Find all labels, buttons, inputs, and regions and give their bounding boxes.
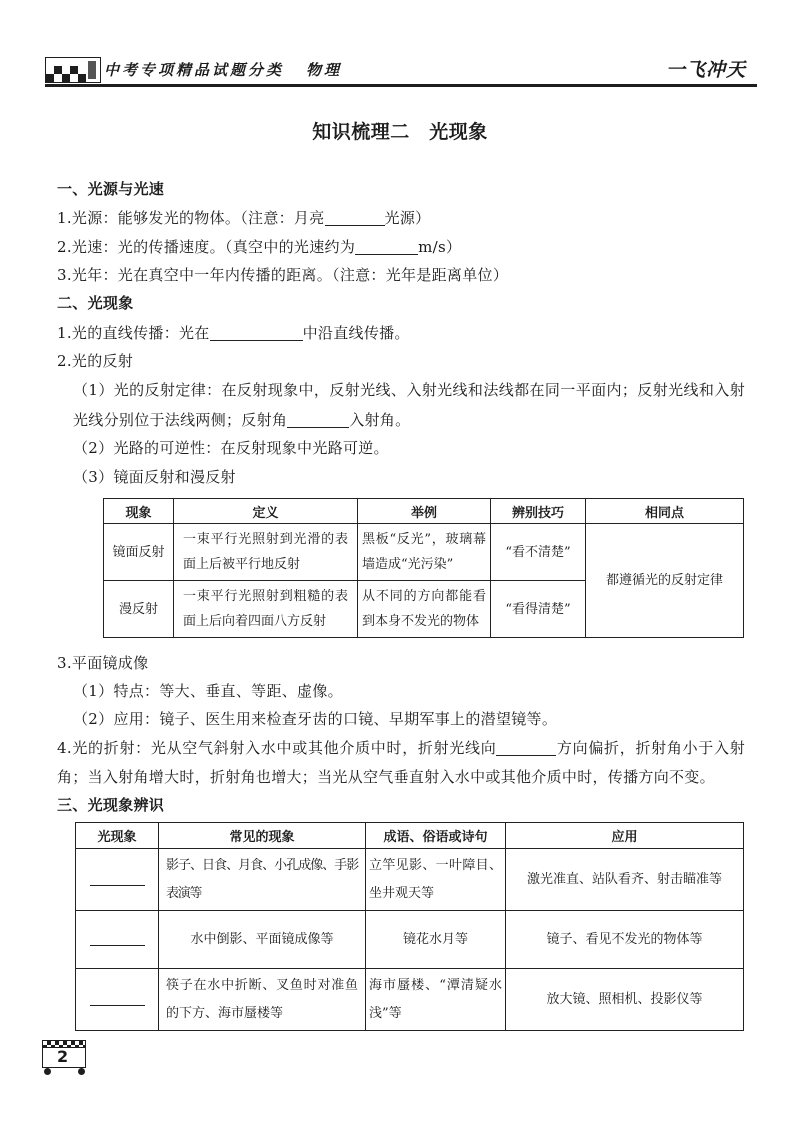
reflection-types-title: （3）镜面反射和漫反射 (73, 468, 236, 486)
column-header-tip: 辨别技巧 (491, 499, 586, 524)
cell-phenomenon: 漫反射 (104, 581, 174, 638)
item-text: 入射角。 (349, 411, 411, 429)
cell-tip: “看不清楚” (491, 524, 586, 581)
table-row (76, 911, 744, 969)
column-header-phenomenon: 现象 (104, 499, 174, 524)
cell-phenomenon-blank (76, 849, 159, 911)
column-header-phenomenon: 光现象 (76, 823, 159, 849)
header-rule (45, 84, 757, 87)
page-number: 2 (57, 1047, 69, 1066)
item-refraction (57, 734, 745, 792)
item-text: 光源） (384, 209, 431, 227)
phenomena-identification-table (75, 822, 744, 1031)
plane-mirror-features: （1）特点：等大、垂直、等距、虚像。 (73, 682, 343, 700)
section-heading-light-phenomena: 二、光现象 (57, 294, 134, 312)
cell-idioms: 海市蜃楼、“潭清疑水浅”等 (366, 969, 506, 1031)
cell-phenomenon-blank (76, 969, 159, 1031)
column-header-common-phenomena: 常见的现象 (159, 823, 366, 849)
header-series-title: 中考专项精品试题分类 (104, 61, 285, 79)
table-row (76, 969, 744, 1031)
item-text: 中沿直线传播。 (302, 324, 410, 342)
cell-applications: 镜子、看见不发光的物体等 (506, 911, 744, 969)
header-brand-logo: 一飞冲天 (666, 59, 747, 81)
item-light-year: 3.光年：光在真空中一年内传播的距离。（注意：光年是距离单位） (57, 266, 509, 284)
table-row (104, 524, 744, 581)
cell-phenomenon: 镜面反射 (104, 524, 174, 581)
item-text: 1.光源：能够发光的物体。（注意：月亮 (57, 209, 325, 227)
cell-definition: 一束平行光照射到光滑的表面上后被平行地反射 (174, 524, 358, 581)
cell-common-phenomena: 影子、日食、月食、小孔成像、手影表演等 (159, 849, 366, 911)
cell-example: 黑板“反光”，玻璃幕墙造成“光污染” (358, 524, 491, 581)
item-text: 1.光的直线传播：光在 (57, 324, 210, 342)
cell-idioms: 立竿见影、一叶障目、坐井观天等 (366, 849, 506, 911)
cell-example: 从不同的方向都能看到本身不发光的物体 (358, 581, 491, 638)
table-header-row (76, 823, 744, 849)
page-number-badge (40, 1038, 90, 1076)
cell-phenomenon-blank (76, 911, 159, 969)
badge-foot-right (78, 1068, 85, 1075)
item-reflection-title: 2.光的反射 (57, 352, 134, 370)
column-header-definition: 定义 (174, 499, 358, 524)
item-text: 4.光的折射：光从空气斜射入水中或其他介质中时，折射光线向 (57, 739, 497, 757)
item-text: 2.光速：光的传播速度。（真空中的光速约为 (57, 238, 356, 256)
item-text: 方向偏折，折射角小于入射角；当入射角增大时，折射角也增大；当光从空气垂直射入水中或其他介质中时，传播方向不变。 (57, 739, 745, 786)
reflection-reversibility: （2）光路的可逆性：在反射现象中光路可逆。 (73, 439, 389, 457)
answer-blank-line (90, 872, 145, 886)
answer-blank-line (496, 740, 556, 756)
column-header-idioms: 成语、俗语或诗句 (366, 823, 506, 849)
plane-mirror-applications: （2）应用：镜子、医生用来检查牙齿的口镜、早期军事上的潜望镜等。 (73, 710, 558, 728)
column-header-applications: 应用 (506, 823, 744, 849)
header-subject: 物理 (306, 61, 343, 79)
cell-applications: 放大镜、照相机、投影仪等 (506, 969, 744, 1031)
cell-common-phenomena: 水中倒影、平面镜成像等 (159, 911, 366, 969)
column-header-example: 举例 (358, 499, 491, 524)
section-heading-light-source-speed: 一、光源与光速 (57, 180, 165, 198)
reflection-comparison-table (103, 498, 744, 638)
table-row (76, 849, 744, 911)
cell-common-phenomena: 筷子在水中折断、叉鱼时对准鱼的下方、海市蜃楼等 (159, 969, 366, 1031)
checker-pattern (46, 66, 86, 82)
cell-tip: “看得清楚” (491, 581, 586, 638)
checker-bar (88, 61, 96, 79)
item-text: m/s） (418, 238, 462, 256)
badge-foot-left (44, 1068, 51, 1075)
item-plane-mirror-title: 3.平面镜成像 (57, 654, 149, 672)
cell-common: 都遵循光的反射定律 (586, 524, 744, 638)
section-heading-phenomena-identification: 三、光现象辨识 (57, 796, 165, 814)
answer-blank-line (210, 325, 303, 341)
reflection-law (73, 375, 745, 435)
answer-blank-line (287, 412, 349, 428)
cell-applications: 激光准直、站队看齐、射击瞄准等 (506, 849, 744, 911)
cell-idioms: 镜花水月等 (366, 911, 506, 969)
item-rectilinear-propagation (57, 323, 410, 343)
item-light-source (57, 208, 430, 228)
answer-blank-line (355, 239, 418, 255)
item-light-speed (57, 237, 461, 257)
table-header-row (104, 499, 744, 524)
item-text: （1）光的反射定律：在反射现象中，反射光线、入射光线和法线都在同一平面内；反射光线和入射光线分别位于法线两侧；反射角 (73, 381, 745, 429)
header-checker-decoration (45, 57, 101, 83)
answer-blank-line (325, 210, 385, 226)
column-header-common: 相同点 (586, 499, 744, 524)
page-title: 知识梳理二 光现象 (312, 121, 488, 143)
answer-blank-line (90, 932, 145, 946)
page-number-box (42, 1048, 86, 1068)
answer-blank-line (90, 992, 145, 1006)
cell-definition: 一束平行光照射到粗糙的表面上后向着四面八方反射 (174, 581, 358, 638)
